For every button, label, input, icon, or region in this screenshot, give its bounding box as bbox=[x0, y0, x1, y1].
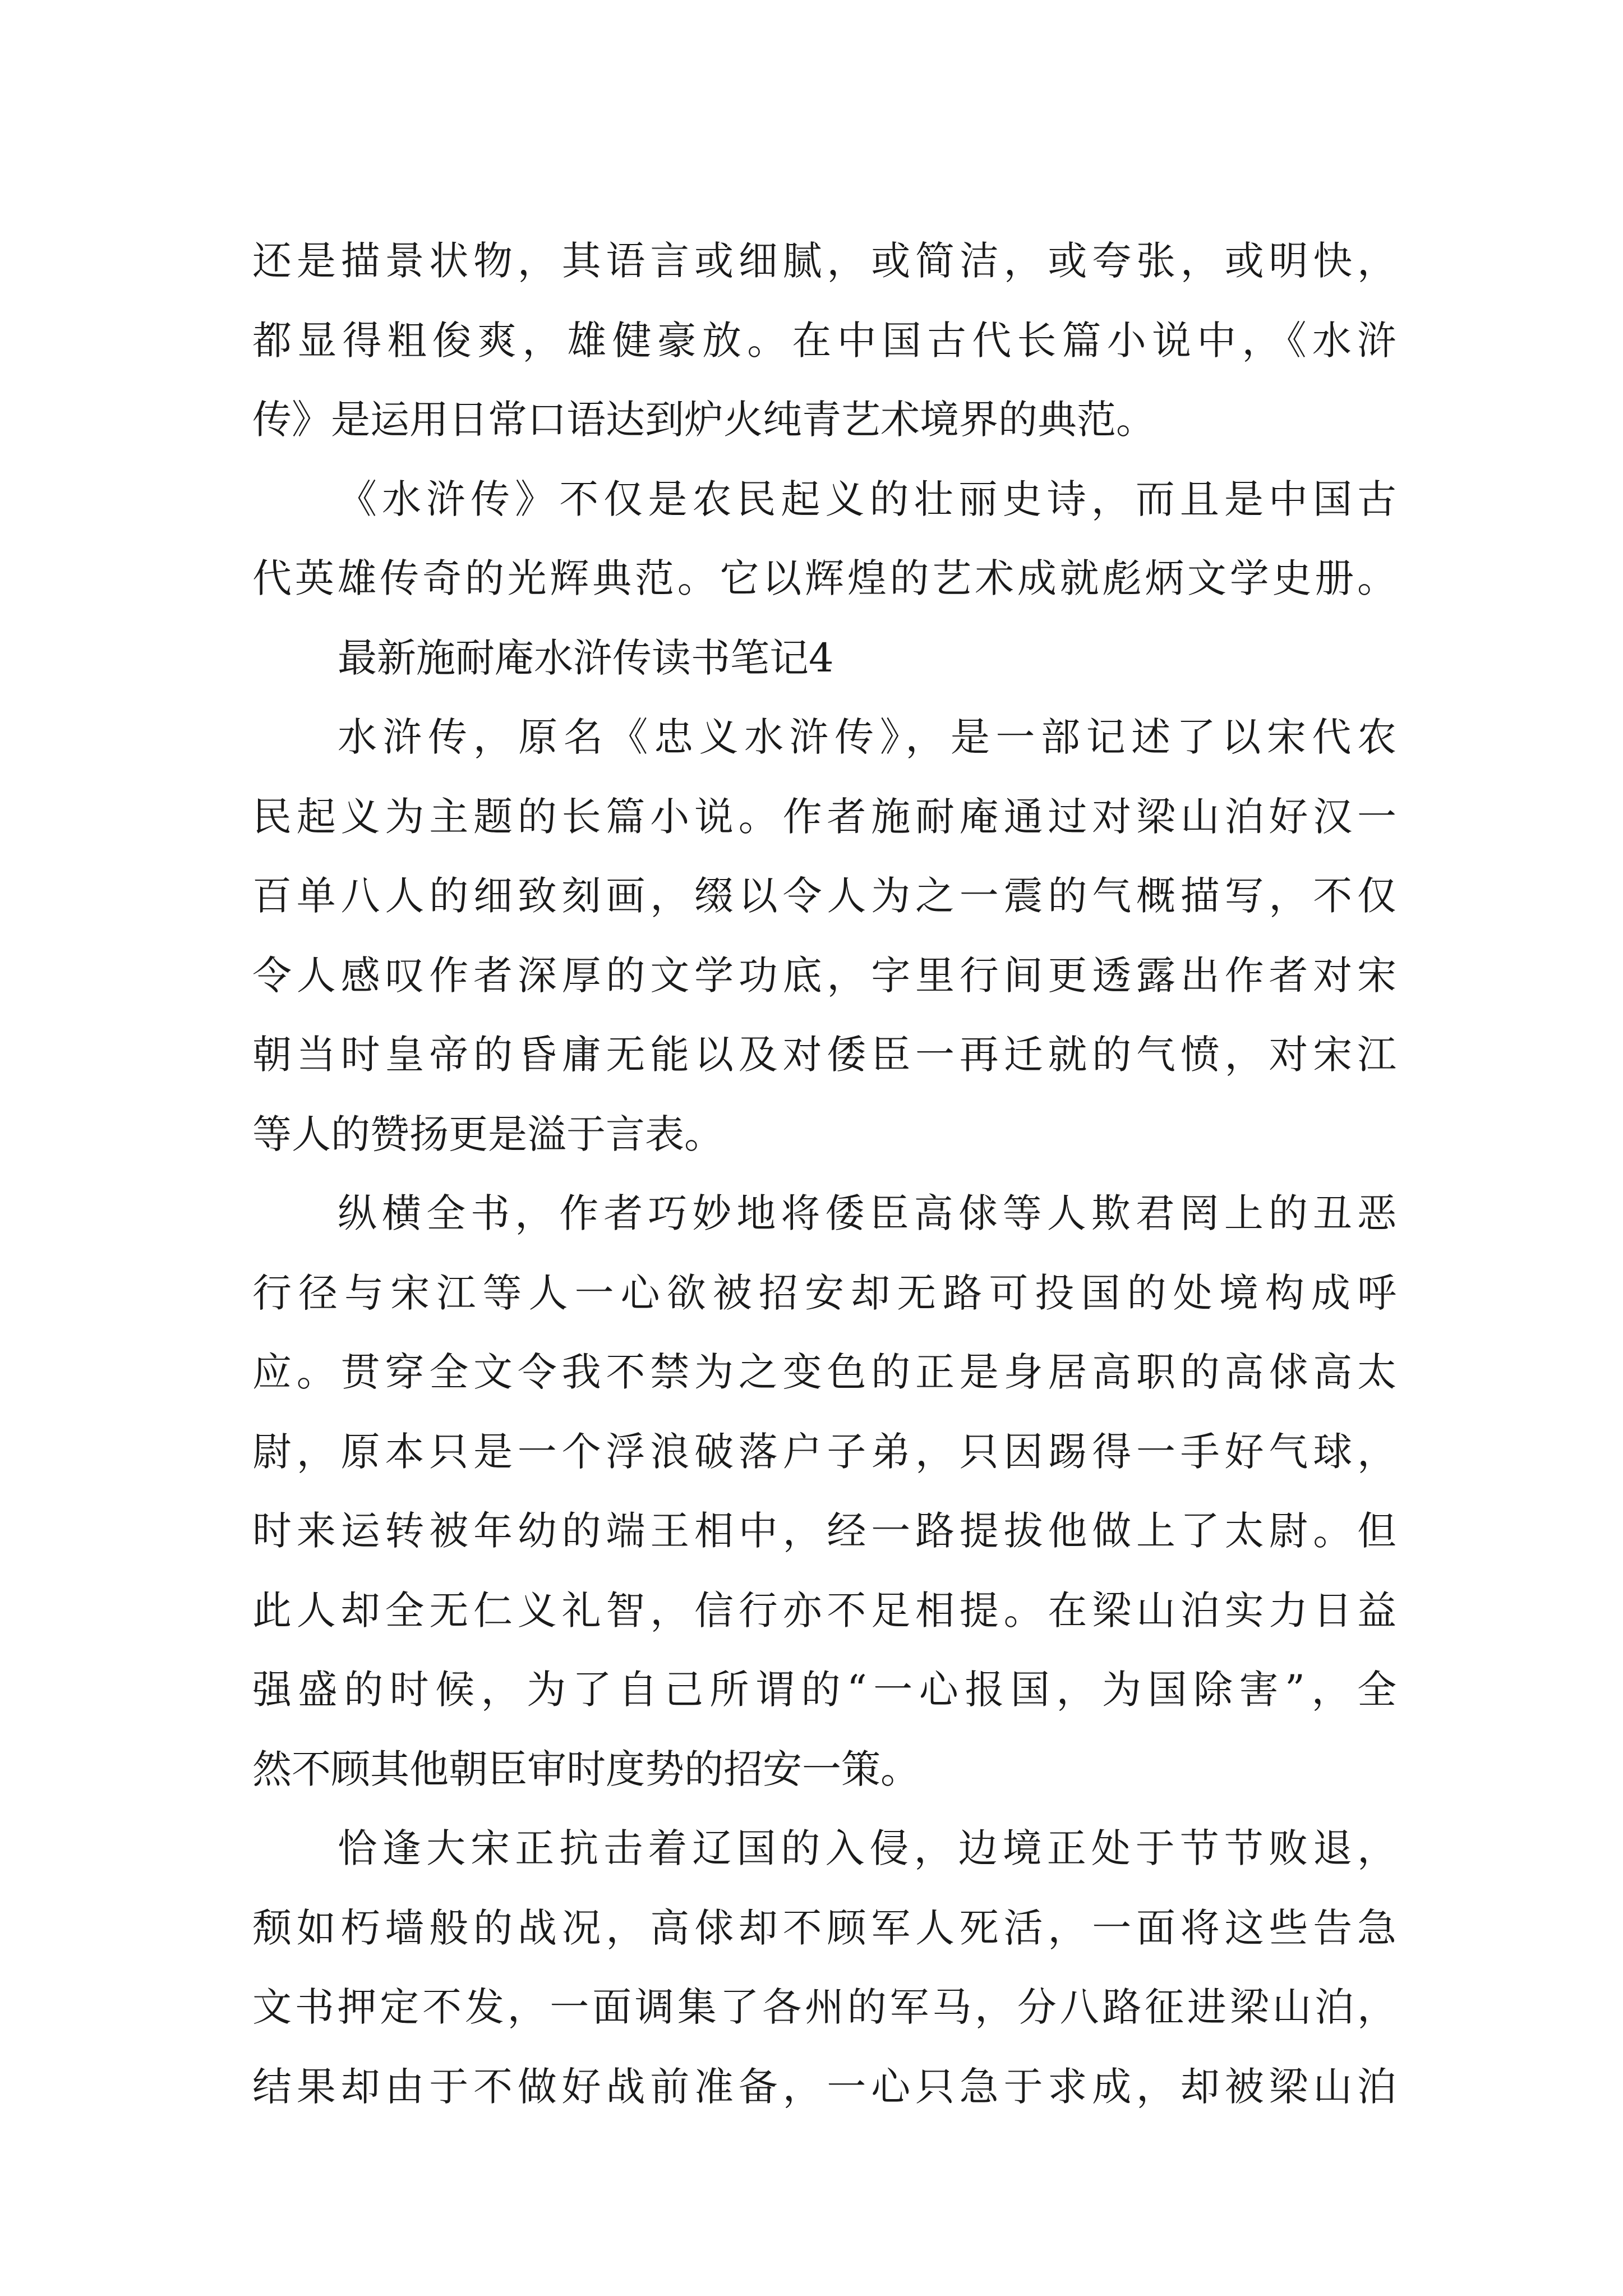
text-line: 都显得粗俊爽，雄健豪放。在中国古代长篇小说中，《水浒 bbox=[252, 317, 1396, 364]
text-line: 时来运转被年幼的端王相中，经一路提拔他做上了太尉。但 bbox=[252, 1508, 1396, 1554]
text-line: 强盛的时候，为了自己所谓的“一心报国，为国除害”，全 bbox=[252, 1667, 1396, 1713]
text-line: 颓如朽墙般的战况，高俅却不顾军人死活，一面将这些告急 bbox=[252, 1904, 1396, 1951]
text-line: 传》是运用日常口语达到炉火纯青艺术境界的典范。 bbox=[252, 397, 1155, 443]
section-heading: 最新施耐庵水浒传读书笔记4 bbox=[338, 634, 834, 681]
text-line: 应。贯穿全文令我不禁为之变色的正是身居高职的高俅高太 bbox=[252, 1349, 1396, 1395]
text-line: 然不顾其他朝臣审时度势的招安一策。 bbox=[252, 1746, 920, 1792]
text-line: 《水浒传》不仅是农民起义的壮丽史诗，而且是中国古 bbox=[338, 476, 1396, 522]
text-line: 令人感叹作者深厚的文学功底，字里行间更透露出作者对宋 bbox=[252, 952, 1396, 999]
text-line: 恰逢大宋正抗击着辽国的入侵，边境正处于节节败退， bbox=[338, 1825, 1396, 1871]
text-line: 行径与宋江等人一心欲被招安却无路可投国的处境构成呼 bbox=[252, 1269, 1396, 1316]
text-line: 此人却全无仁义礼智，信行亦不足相提。在梁山泊实力日益 bbox=[252, 1587, 1396, 1634]
text-line: 等人的赞扬更是溢于言表。 bbox=[252, 1111, 723, 1157]
text-line: 朝当时皇帝的昏庸无能以及对倭臣一再迁就的气愤，对宋江 bbox=[252, 1032, 1396, 1078]
text-line: 还是描景状物，其语言或细腻，或简洁，或夸张，或明快， bbox=[252, 238, 1396, 284]
text-line: 纵横全书，作者巧妙地将倭臣高俅等人欺君罔上的丑恶 bbox=[338, 1190, 1396, 1236]
text-line: 文书押定不发，一面调集了各州的军马，分八路征进梁山泊， bbox=[252, 1984, 1396, 2030]
text-line: 百单八人的细致刻画，缀以令人为之一震的气概描写，不仅 bbox=[252, 873, 1396, 919]
text-line: 水浒传，原名《忠义水浒传》，是一部记述了以宋代农 bbox=[338, 714, 1396, 760]
text-line: 代英雄传奇的光辉典范。它以辉煌的艺术成就彪炳文学史册。 bbox=[252, 555, 1396, 601]
text-line: 民起义为主题的长篇小说。作者施耐庵通过对梁山泊好汉一 bbox=[252, 793, 1396, 840]
text-line: 尉，原本只是一个浮浪破落户子弟，只因踢得一手好气球， bbox=[252, 1428, 1396, 1475]
text-line: 结果却由于不做好战前准备，一心只急于求成，却被梁山泊 bbox=[252, 2063, 1396, 2110]
body-text bbox=[252, 222, 1396, 2127]
